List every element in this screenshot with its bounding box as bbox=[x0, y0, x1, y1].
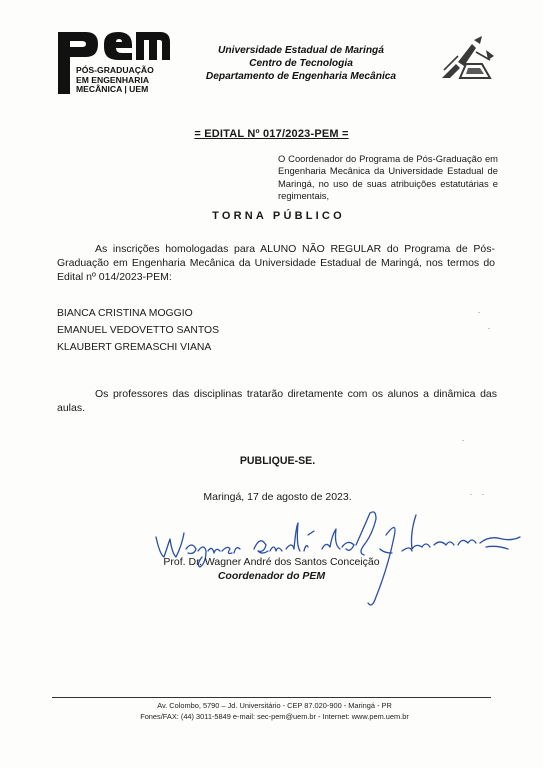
scan-speck bbox=[462, 440, 464, 441]
list-item: EMANUEL VEDOVETTO SANTOS bbox=[57, 325, 220, 336]
logo-line-2: EM ENGENHARIA bbox=[76, 74, 150, 85]
footer-address: Av. Colombo, 5790 – Jd. Universitário - CEP 87.020-900 - Maringá - PR bbox=[157, 701, 392, 710]
footer-contact: Fones/FAX: (44) 3011-5849 e-mail: sec-pem@uem.br - Internet: www.pem.uem.br bbox=[140, 711, 409, 721]
approved-names-list bbox=[57, 305, 357, 356]
mechanical-engineering-emblem-icon bbox=[438, 34, 496, 82]
signer-role: Coordenador do PEM bbox=[217, 570, 326, 582]
pem-stem-icon bbox=[58, 60, 72, 94]
preamble-text: O Coordenador do Programa de Pós-Graduação em Engenharia Mecânica da Universidade Estadual de Maringá, no uso de suas atribuições estatutárias e regimentais, bbox=[278, 153, 498, 202]
footer-divider bbox=[52, 697, 491, 698]
torna-publico-heading: TORNA PÚBLICO bbox=[212, 210, 345, 222]
scan-speck bbox=[482, 494, 484, 495]
footer bbox=[0, 701, 543, 722]
center-name: Centro de Tecnologia bbox=[249, 58, 353, 69]
edital-title: = EDITAL Nº 017/2023-PEM = bbox=[194, 128, 349, 140]
list-item: BIANCA CRISTINA MOGGIO bbox=[57, 308, 193, 319]
logo-line-1: PÓS-GRADUAÇÃO bbox=[76, 65, 154, 75]
professors-note-paragraph: Os professores das disciplinas tratarão diretamente com os alunos a dinâmica das aulas. bbox=[57, 388, 497, 414]
list-item: KLAUBERT GREMASCHI VIANA bbox=[57, 342, 212, 353]
date-line: Maringá, 17 de agosto de 2023. bbox=[203, 491, 352, 503]
department-name: Departamento de Engenharia Mecânica bbox=[205, 71, 397, 82]
scan-speck bbox=[478, 312, 480, 313]
signer-name: Prof. Dr. Wagner André dos Santos Conceição bbox=[163, 556, 380, 568]
university-name: Universidade Estadual de Maringá bbox=[218, 45, 384, 56]
publique-se-text: PUBLIQUE-SE. bbox=[239, 455, 316, 467]
scan-speck bbox=[470, 494, 472, 495]
logo-line-3: MECÂNICA | UEM bbox=[76, 84, 149, 95]
institution-header bbox=[196, 44, 406, 83]
announcement-paragraph: As inscrições homologadas para ALUNO NÃO REGULAR do Programa de Pós-Graduação em Engenharia Mecânica da Universidade Estadual de Maringá, nos termos do Edital nº 014/2023-PEM: bbox=[57, 243, 495, 283]
pem-wordmark-icon bbox=[58, 30, 170, 64]
scan-speck bbox=[488, 328, 490, 329]
logo-caption bbox=[76, 66, 186, 95]
pem-logo bbox=[58, 30, 170, 100]
